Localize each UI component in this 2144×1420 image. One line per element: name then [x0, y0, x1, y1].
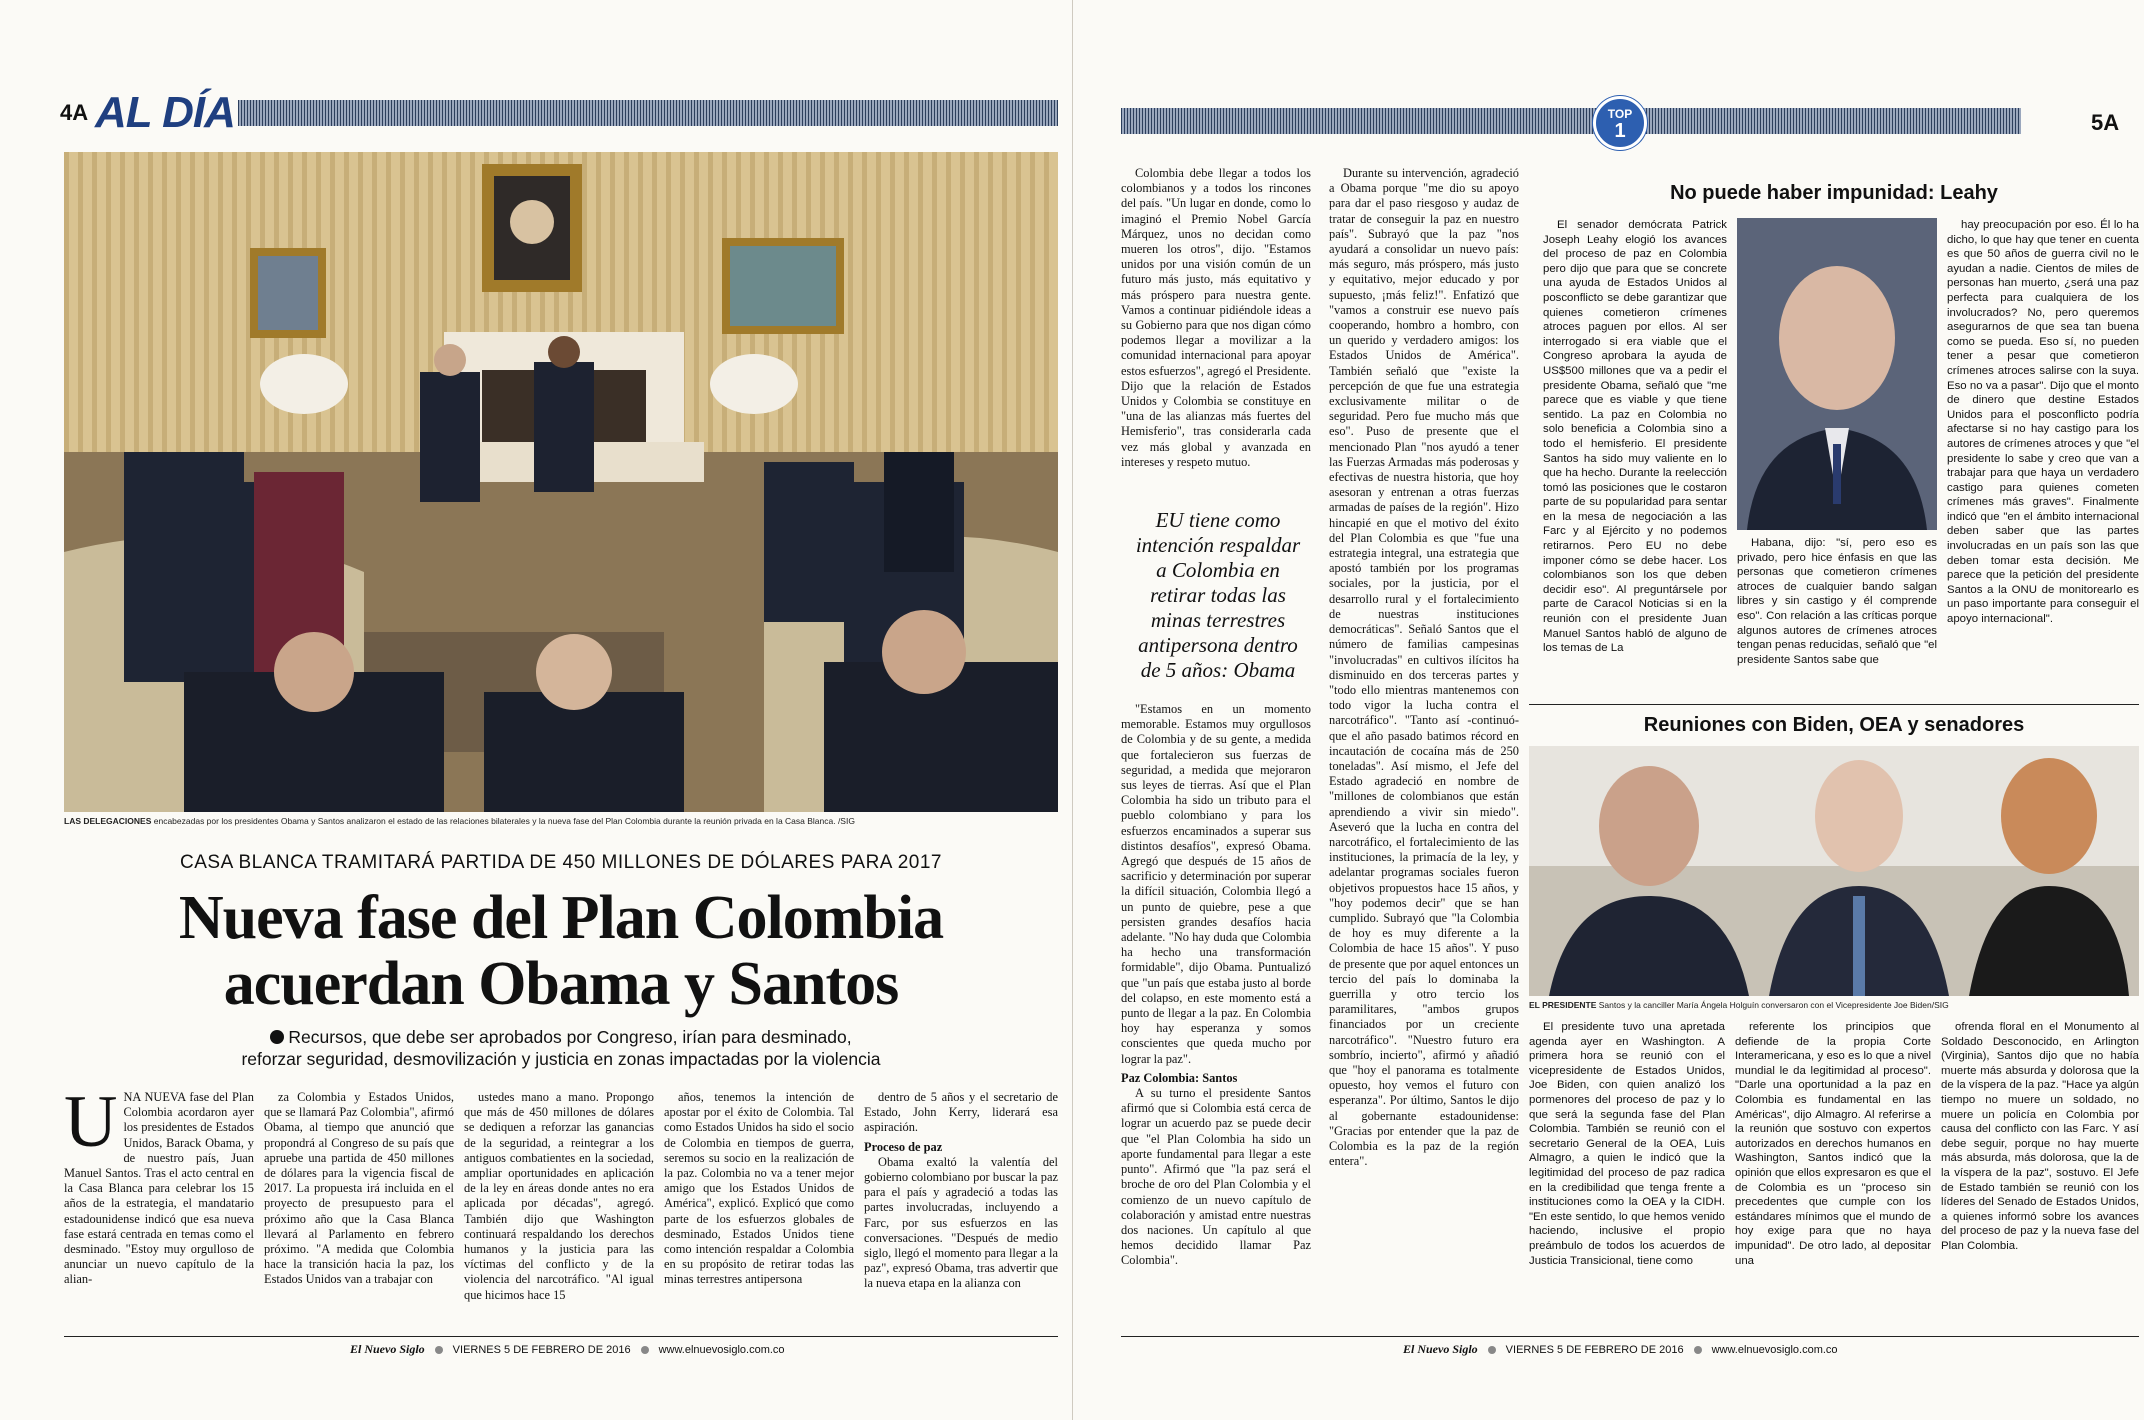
footer — [350, 1342, 785, 1357]
page-number: 5A — [2091, 110, 2120, 135]
column-text: El presidente tuvo una apretada agenda ayer en Washington. A primera hora se reunió con el vicepresidente de Estados Unidos, Joe Biden, con quien analizó los pormenores del proceso de paz y lo que será la segunda fase del Plan Colombia. También se reunió con el secretario General de la OEA, Luis Almagro, a quien le indicó que la legitimidad del proceso de paz radica en la credibilidad que tenga frente a instituciones como la OEA y la CIDH. "En este sentido, lo que hemos venido haciendo, inclusive el propio preámbulo de todos los acuerdos de Justicia Transicional, tiene como — [1529, 1021, 1725, 1267]
oval-office-photo — [64, 152, 1058, 812]
biden-photo-illustration — [1529, 746, 2139, 996]
subhead-proceso-de-paz: Proceso de paz — [864, 1139, 943, 1154]
photo-illustration — [64, 152, 1058, 812]
biden-caption — [1529, 1000, 2139, 1011]
article-column-5 — [864, 1090, 1058, 1330]
column-text: A su turno el presidente Santos afirmó que si Colombia está cerca de lograr un acuerdo paz se puede decir que "el Plan Colombia ha sido un aporte fundamental para llegar a este punto". Afirmó que "la paz será el broche de oro del Plan Colombia y el comienzo de un nuevo capítulo de colaboración y amistad entre nuestras dos naciones. Un capítulo al que hemos decidido llamar Paz Colombia". — [1121, 1086, 1311, 1268]
leahy-headline: No puede haber impunidad: Leahy — [1670, 182, 1998, 204]
top-badge — [1593, 96, 1647, 150]
subhead-paz-colombia: Paz Colombia: Santos — [1121, 1070, 1238, 1085]
deck-line-2: reforzar seguridad, desmovilización y justicia en zonas impactadas por la violencia — [241, 1049, 881, 1069]
article-column-1 — [64, 1090, 254, 1330]
header-bar — [238, 100, 1058, 126]
column-text: Habana, dijo: "sí, pero eso es privado, pero hice énfasis en que las personas que cometieron crímenes atroces de cualquier bando salgan libres y sin castigo y él comprende eso". Con relación a las críticas porque algunos autores de crímenes atroces tengan penas reducidas, señaló que "el presidente Santos sabe que — [1737, 537, 1937, 666]
deck-line-1: Recursos, que debe ser aprobados por Congreso, irían para desminado, — [288, 1027, 852, 1047]
caption-lead: LAS DELEGACIONES — [64, 816, 152, 826]
footer-rule — [64, 1336, 1058, 1337]
caption-text: encabezadas por los presidentes Obama y Santos analizaron el estado de las relaciones bilaterales y la nueva fase del Plan Colombia durante la reunión privada en la Casa Blanca. /SIG — [153, 816, 855, 826]
photo-caption — [64, 816, 1058, 827]
footer-masthead: El Nuevo Siglo — [350, 1342, 425, 1356]
deck — [64, 1026, 1058, 1070]
article-column-2 — [1329, 166, 1519, 1332]
footer-rule — [1121, 1336, 2139, 1337]
article-column-2 — [264, 1090, 454, 1330]
badge-top-label: TOP — [1607, 107, 1633, 121]
headline-line-2: acuerdan Obama y Santos — [223, 950, 899, 1018]
column-text: "Estamos en un momento memorable. Estamos muy orgullosos de Colombia y de su gente, a medida que fortalecieron sus fuerzas de seguridad, a medida que mejoraron sus leyes de tierras. Así que el Plan Colombia ha sido un tributo para el pueblo colombiano y para los esfuerzos encaminados a superar sus distintos desafíos", expresó Obama. Agregó que después de 15 años de sacrificio y determinación por superar la difícil situación, Colombia llegó a un punto de quiebre, pese a que persisten grandes desafíos hacia adelante. "No hay duda que Colombia ha hecho una transformación formidable", dijo Obama. Puntualizó que "un país que estaba justo al borde del colapso, en este momento está a punto de llegar a la paz. En Colombia hoy hay esperanza y somos conscientes que queda mucho por lograr la paz". — [1121, 702, 1311, 1066]
pull-quote: EU tiene como intención respaldar a Colombia en retirar todas las minas terrestres antipersona dentro de 5 años: Obama — [1135, 508, 1301, 682]
leahy-portrait — [1737, 218, 1937, 530]
leahy-photo — [1737, 218, 1937, 530]
box-divider — [1529, 704, 2139, 705]
column-text: dentro de 5 años y el secretario de Estado, John Kerry, liderará esa aspiración. — [864, 1090, 1058, 1135]
article-column-1 — [1121, 166, 1311, 496]
leahy-column-2 — [1737, 536, 1937, 694]
footer-url: www.elnuevosiglo.com.co — [1711, 1343, 1838, 1356]
kicker: CASA BLANCA TRAMITARÁ PARTIDA DE 450 MILLONES DE DÓLARES PARA 2017 — [180, 852, 942, 873]
column-text: ustedes mano a mano. Propongo que más de 450 millones de dólares se dediquen a reforzar las ganancias de la seguridad, a reintegrar a los antiguos combatientes en la sociedad, ampliar oportunidades en aplicación de la ley en áreas donde antes no era aplicada por décadas", agregó. También dijo que Washington continuará respaldando los derechos humanos y la justicia para las víctimas del conflicto y de la violencia del narcotráfico. "Al igual que hicimos hace 15 — [464, 1090, 654, 1302]
column-text: años, tenemos la intención de apostar por el éxito de Colombia. Tal como Estados Unidos ha sido el socio de Colombia en tiempos de guerra, seremos su socio en la realización de la paz. Colombia no va a tener mejor amigo que los Estados Unidos de América", explicó. Explicó que como parte de los esfuerzos globales de desminado, Estados Unidos tiene como intención respaldar a Colombia en su propósito de retirar todas las minas terrestres antipersona — [664, 1090, 854, 1287]
biden-photo — [1529, 746, 2139, 996]
biden-column-3 — [1941, 1020, 2139, 1330]
bullet-icon — [270, 1030, 284, 1044]
badge-number: 1 — [1614, 120, 1626, 142]
column-text: Durante su intervención, agradeció a Obama porque "me dio su apoyo para dar el paso riesgoso y audaz de tratar de conseguir la paz en nuestro país". Subrayó que la paz "nos ayudará a consolidar un nuevo país: más seguro, más próspero, más justo y equitativo, mejor educado y por supuesto, ¡más feliz!". Enfatizó que "vamos a construir ese nuevo país cooperando, hombro a hombro, con un querido y verdadero amigos: los Estados Unidos de América". También señaló que "existe la percepción de que fue una estrategia exclusivamente militar o de seguridad. Pero fue mucho más que eso". Puso de presente que el mencionado Plan "nos ayudó a tener las Fuerzas Armadas más poderosas y efectivas de nuestra historia, que hoy asesoran y entrenan a otras fuerzas armadas de países de la región". Hizo hincapié en que el motivo del éxito del Plan Colombia es que "fue una estrategia integral, una estrategia que apostó también por los programas sociales, por la justicia, por el desarrollo rural y el fortalecimiento de nuestras instituciones democráticas". Señaló Santos que el número de familias campesinas "involucradas" en cultivos ilícitos ha disminuido en dos terceras partes y "todo ello mientras mantenemos con todo vigor la lucha contra el narcotráfico". "Tanto así -continuó- que el año pasado batimos récord en incautación de cocaína más de 250 toneladas". Así mismo, el Jefe del Estado agradeció en nombre de "millones de colombianos que están aprendiendo a vivir sin miedo". Aseveró que la lucha en contra del narcotráfico, el fortalecimiento de las instituciones, la primacía de la ley, y adelantar programas sociales fueron objetivos propuestos hace 15 años, y "hoy podemos decir" que se han cumplido. Subrayó que "la Colombia de hoy es muy diferente a la Colombia de hace 15 años". Y puso de presente que por aquel entonces un tercio del país lo dominaba la guerrilla y otro tercio los paramilitares, "ambos grupos financiados por un creciente narcotráfico". "Nuestro futuro era sombrío, incierto", afirmó y añadió que "hoy el panorama es totalmente opuesto, hoy vemos el futuro con esperanza". Por último, Santos le dijo al gobernante estadounidense: "Gracias por entender que la paz de Colombia es la paz de la región entera". — [1329, 166, 1519, 1169]
column-text: Obama exaltó la valentía del gobierno colombiano por buscar la paz para el país y agradeció a todas las partes involucradas, incluyendo a Farc, por sus esfuerzos en las conversaciones. "Después de medio siglo, llegó el momento para llegar a la paz", expresó Obama, tras advertir que la nueva etapa en la alianza con — [864, 1154, 1058, 1291]
right-page — [1072, 0, 2144, 1420]
column-text: hay preocupación por eso. Él lo ha dicho, lo que hay que tener en cuenta es que 50 años de guerra civil no le ayudan a nadie. Cientos de miles de personas han muerto, ¿será una paz perfecta para cualquiera de los involucrados? No, pero queremos asegurarnos de que sea tan buena como se pueda. Eso sí, no pueden tener a pesar que cometieron crímenes atroces salirse con la suya. Eso no va a pasar". Dijo que el monto de dinero que destine Estados Unidos para el posconflicto podría afectarse si no hay castigo para los autores de crímenes atroces y que "el presidente lo sabe y creo que van a trabajar para que haya un verdadero castigo para quienes cometen crímenes más graves". Finalmente indicó que "en el ámbito internacional deben saber que las partes involucradas en un país son las que deben tomar esta decisión. Me parece que la petición del presidente Santos a la ONU de monitorearlo es un paso importante para conseguir el apoyo internacional". — [1947, 219, 2139, 626]
column-text: referente los principios que defiende de la propia Corte Interamericana, y eso es lo que a nivel mundial le da legitimidad al proceso". "Darle una oportunidad a la paz en Colombia es fundamental en las Américas", dijo Almagro. Al referirse a la reunión que sostuvo con expertos autorizados en derechos humanos en Washington, Santos indicó que la opinión que ellos expresaron es que el de Colombia es un "proceso sin precedentes que cumple con los estándares mínimos que el mundo de hoy exige para que no haya impunidad". De otro lado, al depositar una — [1735, 1021, 1931, 1267]
footer-masthead: El Nuevo Siglo — [1403, 1342, 1478, 1356]
drop-cap: U — [64, 1090, 118, 1163]
biden-headline: Reuniones con Biden, OEA y senadores — [1643, 714, 2025, 736]
footer — [1403, 1342, 1838, 1357]
footer-date: VIERNES 5 DE FEBRERO DE 2016 — [452, 1343, 631, 1356]
leahy-column-3 — [1947, 218, 2139, 694]
footer-dot-icon — [435, 1346, 443, 1354]
footer-url: www.elnuevosiglo.com.co — [658, 1343, 785, 1356]
footer-dot-icon — [1694, 1346, 1702, 1354]
footer-dot-icon — [1488, 1346, 1496, 1354]
column-text: Colombia debe llegar a todos los colombianos y a todos los rincones del país. "Un lugar en donde, como lo imaginó el Premio Nobel García Márquez, unos no decidan como mueren los otros", dijo. "Estamos unidos por una visión común de un futuro más justo, más equitativo y más próspero para nuestra gente. Vamos a continuar pidiéndole ideas a su Gobierno para que nos digan cómo podemos llegar a movilizar a la comunidad internacional para apoyar estos esfuerzos", agregó el Presidente. Dijo que la relación de Estados Unidos y Colombia se constituye en "una de las alianzas más fuertes del Hemisferio", tras considerarla cada vez más global y avanzada en intereses y respeto mutuo. — [1121, 166, 1311, 469]
header-bar — [1121, 108, 2021, 134]
caption-lead: EL PRESIDENTE — [1529, 1000, 1597, 1010]
column-text: NA NUEVA fase del Plan Colombia acordaron ayer los presidentes de Estados Unidos, Barack Obama, y de nuestro país, Juan Manuel Santos. Tras el acto central en la Casa Blanca para celebrar los 15 años de la estrategia, el mandatario estadounidense indicó que esa nueva fase estará centrada en temas como el desminado. "Estoy muy orgulloso de anunciar un nuevo capítulo de la alian- — [64, 1090, 254, 1287]
column-text: El senador demócrata Patrick Joseph Leahy elogió los avances del proceso de paz en Colombia pero dijo que para que se concrete una ayuda de Estados Unidos al posconflicto se debe garantizar que quienes cometieron crímenes atroces paguen por ellos. Al ser interrogado si era viable que el Congreso aprobara la ayuda de US$500 millones que va a pedir el presidente Obama, señaló que "me parece que es viable y que tiene sentido. La paz en Colombia no solo beneficia a Colombia sino a todo el hemisferio. El presidente Santos ha sido muy valiente en lo que ha hecho. Durante la reelección tomó las posiciones que le costaron parte de su popularidad para sentar en la mesa de negociación a las Farc y al Ejército y no podemos retirarnos. Pero EU no debe imponer cómo se debe hacer. Los colombianos son los que deben decidir eso". Al preguntársele por parte de Caracol Noticias si en la reunión con el presidente Juan Manuel Santos habló de alguno de los temas de La — [1543, 219, 1727, 655]
leahy-column-1 — [1543, 218, 1727, 694]
column-text: za Colombia y Estados Unidos, que se llamará Paz Colombia", afirmó Obama, al tiempo que anunció que propondrá al Congreso de su país que apruebe una partida de 450 millones de dólares para la vigencia fiscal de 2017. La propuesta irá incluida en el proyecto de presupuesto para el próximo año que la Casa Blanca llevará al Parlamento en febrero próximo. "A medida que Colombia hace la transición hacia la paz, los Estados Unidos van a trabajar con — [264, 1090, 454, 1287]
footer-date: VIERNES 5 DE FEBRERO DE 2016 — [1505, 1343, 1684, 1356]
biden-column-1 — [1529, 1020, 1725, 1330]
footer-dot-icon — [641, 1346, 649, 1354]
article-column-3 — [464, 1090, 654, 1330]
headline-line-1: Nueva fase del Plan Colombia — [178, 884, 944, 952]
caption-text: Santos y la canciller María Ángela Holguín conversaron con el Vicepresidente Joe Biden/SIG — [1598, 1000, 1949, 1010]
biden-column-2 — [1735, 1020, 1931, 1330]
section-title: AL DÍA — [95, 88, 235, 137]
article-column-1b — [1121, 702, 1311, 1332]
article-column-4 — [664, 1090, 854, 1330]
column-text: ofrenda floral en el Monumento al Soldado Desconocido, en Arlington (Virginia), Santos dijo que no había muerte más absurda y dolorosa que la de la víspera de la paz. "Hace ya algún tiempo no muere un soldado, no muere un policía en Colombia por causa del conflicto con las Farc. Y así debe seguir, porque no hay muerte más absurda, más dolorosa, que la de la víspera de la paz", sostuvo. El Jefe de Estado también se reunió con los líderes del Senado de Estados Unidos, a quienes informó sobre los avances del proceso de paz y la nueva fase del Plan Colombia. — [1941, 1021, 2139, 1252]
page-number: 4A — [60, 100, 89, 125]
